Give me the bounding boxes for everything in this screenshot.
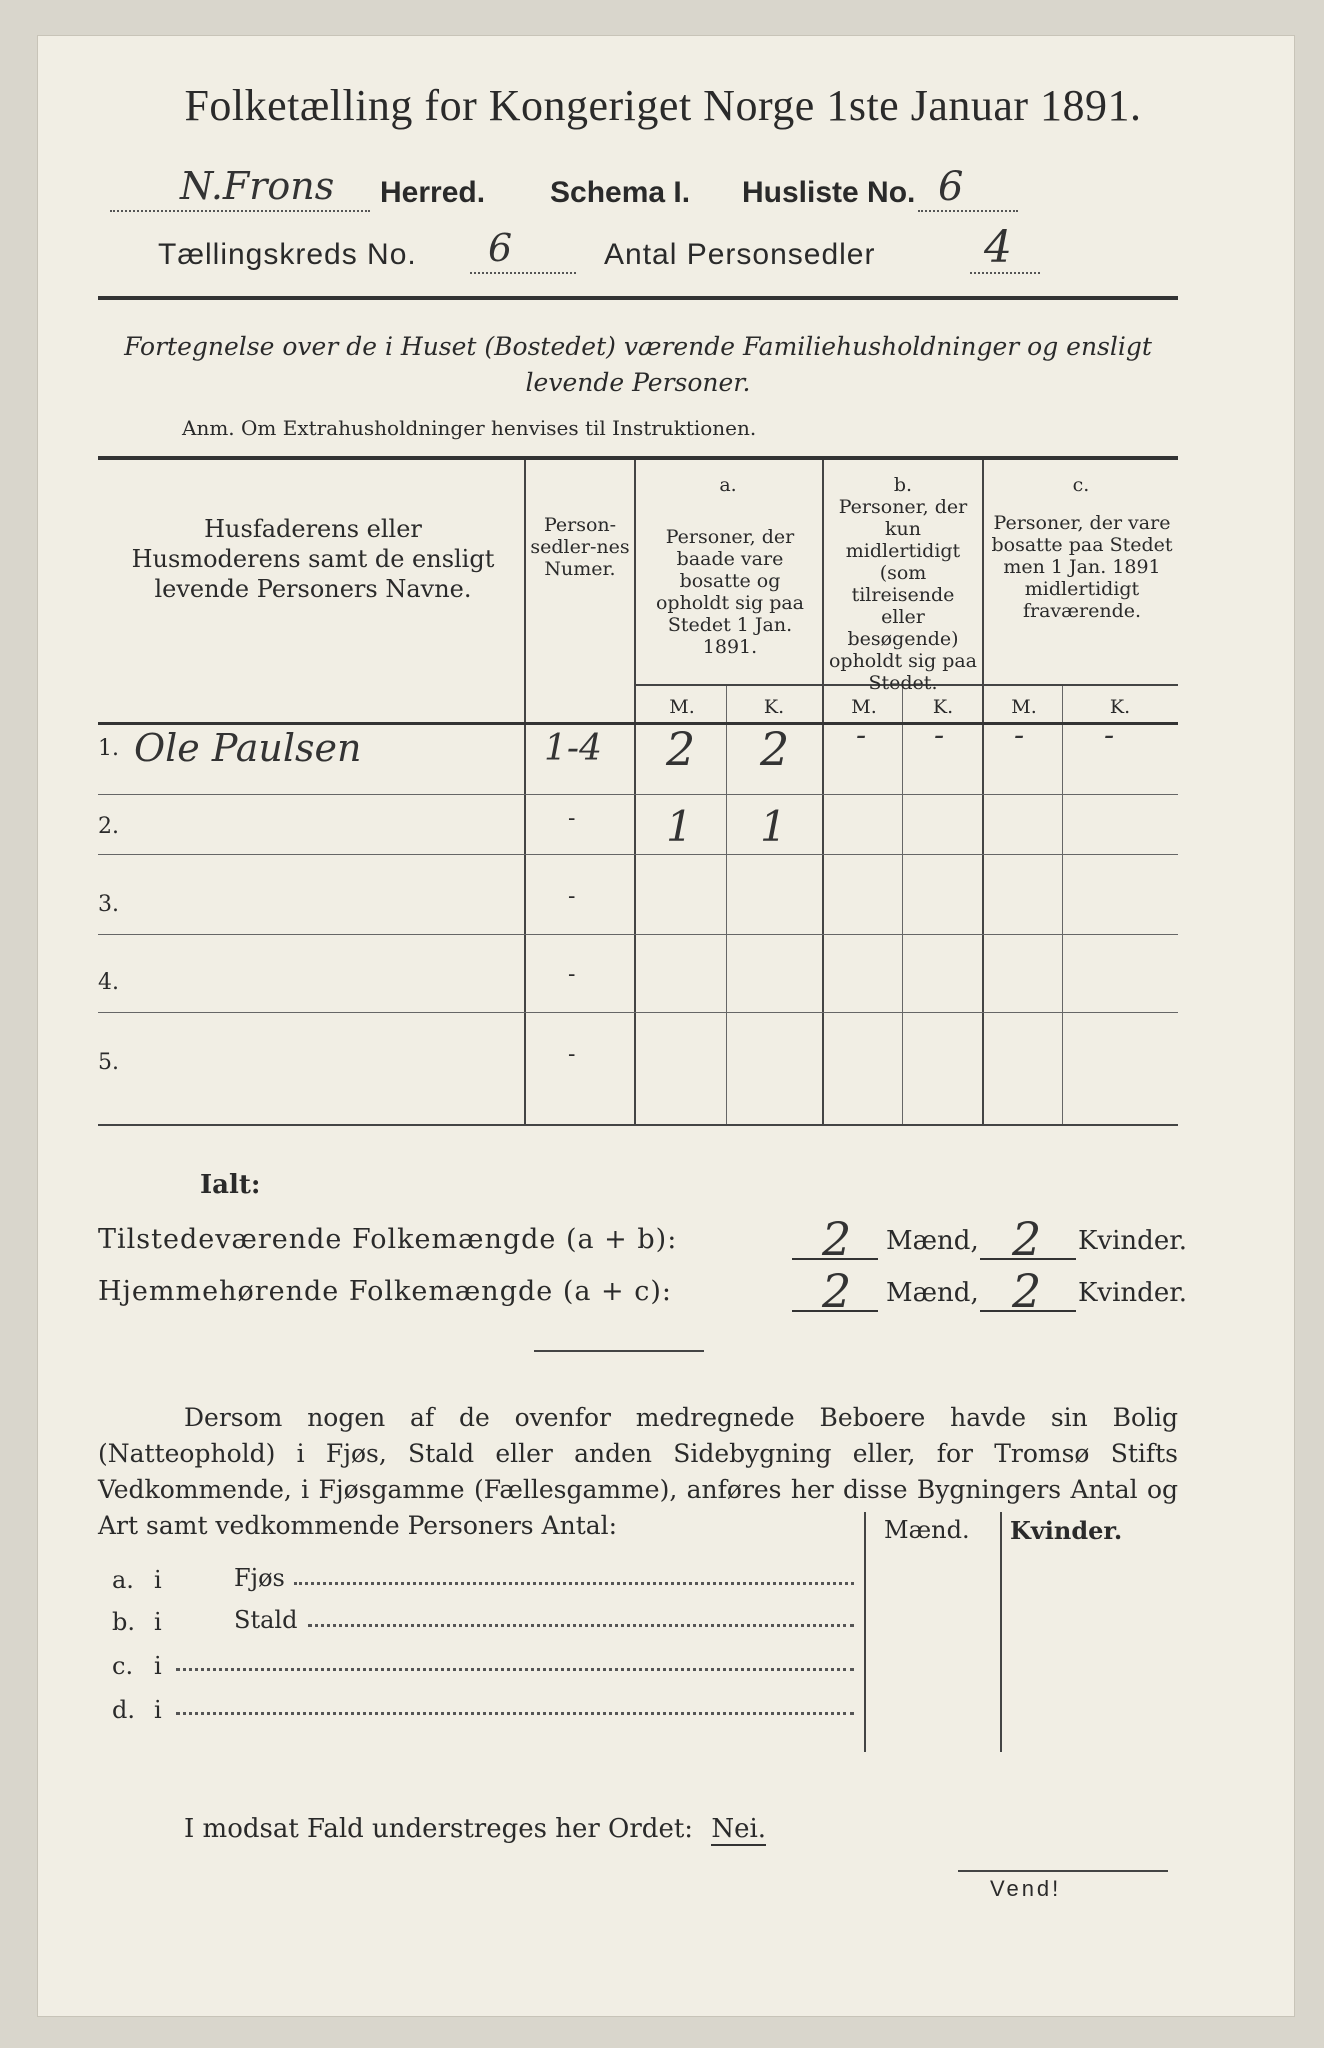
intro-line1: Fortegnelse over de i Huset (Bostedet) værende Familiehusholdninger og ensligt — [124, 332, 1152, 361]
personsedler-numer[interactable]: 1-4 — [544, 728, 602, 769]
line1-maend: Mænd, — [886, 1226, 979, 1256]
kreds-label: Tællingskreds No. — [158, 238, 417, 271]
vend-label: Vend! — [990, 1876, 1062, 1901]
cell-a-k[interactable]: 2 — [760, 722, 790, 776]
table-top-rule — [98, 456, 1178, 460]
herred-line — [110, 164, 1230, 218]
c-m-label: M. — [1011, 696, 1037, 718]
husliste-value: 6 — [938, 164, 964, 210]
line2-kvinder: Kvinder. — [1078, 1278, 1188, 1308]
modsat-prefix: I modsat Fald understreges her Ordet: — [184, 1814, 694, 1844]
intro-line2: levende Personer. — [525, 368, 751, 397]
herred-label: Herred. — [380, 176, 486, 209]
list-letter: a. — [112, 1566, 134, 1594]
row-rule — [98, 1012, 1178, 1013]
col-c-header: Personer, der vare bosatte paa Stedet men 1 Jan. 1891 midlertidigt fraværende. — [991, 512, 1173, 622]
herred-value: N.Frons — [180, 164, 335, 208]
census-form-sheet — [38, 36, 1294, 2016]
row-rule — [98, 794, 1178, 795]
row-number: 2. — [98, 814, 119, 839]
personsedler-value: 4 — [984, 222, 1012, 273]
list-col-maend: Mænd. — [884, 1516, 970, 1544]
col-divider-1 — [524, 460, 526, 1124]
ialt-label: Ialt: — [200, 1170, 261, 1200]
row-rule — [98, 854, 1178, 855]
tilstedevaerende-label: Tilstedeværende Folkemængde (a + b): — [98, 1224, 678, 1255]
row-number: 5. — [98, 1050, 119, 1075]
line1-kvinder: Kvinder. — [1078, 1226, 1188, 1256]
c-k-label: K. — [1109, 696, 1131, 718]
totals-line-2 — [98, 1264, 1188, 1318]
col-name-header: Husfaderens eller Husmoderens samt de ensligt levende Personers Navne. — [131, 515, 495, 603]
list-i: i — [154, 1566, 162, 1594]
list-dotted-leader[interactable] — [294, 1582, 854, 1585]
col-b-header: Personer, der kun midlertidigt (som tilreisende eller besøgende) opholdt sig paa Stedet. — [828, 496, 978, 694]
list-i: i — [154, 1696, 162, 1724]
col-a-header: Personer, der baade vare bosatte og opholdt sig paa Stedet 1 Jan. 1891. — [655, 526, 805, 658]
personsedler-numer[interactable]: - — [568, 962, 576, 987]
list-i: i — [154, 1652, 162, 1680]
col-divider-3 — [822, 460, 824, 1124]
line1-m-value[interactable]: 2 — [822, 1212, 852, 1266]
cell-a-m[interactable]: 2 — [666, 722, 696, 776]
cell-b-k[interactable]: - — [934, 718, 945, 753]
sub-divider-a — [726, 686, 727, 1124]
household-name[interactable]: Ole Paulsen — [134, 726, 362, 770]
form-title: Folketælling for Kongeriget Norge 1ste Januar 1891. — [184, 81, 1142, 130]
list-letter: c. — [112, 1652, 134, 1680]
list-divider-1 — [864, 1512, 866, 1752]
line1-k-value[interactable]: 2 — [1012, 1212, 1042, 1266]
line2-m-value[interactable]: 2 — [822, 1264, 852, 1318]
personsedler-numer[interactable]: - — [568, 884, 576, 909]
list-dotted-leader[interactable] — [176, 1712, 854, 1715]
col-b-letter: b. — [893, 474, 913, 496]
modsat-line — [184, 1814, 766, 1844]
cell-b-m[interactable]: - — [856, 718, 867, 753]
note-paragraph: Dersom nogen af de ovenfor medregnede Beboere havde sin Bolig (Natteophold) i Fjøs, Stald eller anden Sidebygning eller, for Tromsø Stifts Vedkommende, i Fjøsgamme (Fællesgamme), anføres her disse Bygningers Antal og Art samt vedkommende Personers Antal: — [98, 1403, 1178, 1540]
col-divider-4 — [982, 460, 984, 1124]
cell-a-k[interactable]: 1 — [760, 802, 787, 851]
list-dotted-leader[interactable] — [308, 1624, 854, 1627]
personsedler-numer[interactable]: - — [568, 1042, 576, 1067]
personsedler-numer[interactable]: - — [568, 806, 576, 831]
list-i: i — [154, 1608, 162, 1636]
kreds-value: 6 — [488, 226, 513, 270]
header-rule — [98, 296, 1178, 300]
a-k-label: K. — [763, 696, 785, 718]
anm-note: Anm. Om Extrahusholdninger henvises til Instruktionen. — [182, 416, 757, 440]
cell-c-m[interactable]: - — [1014, 718, 1025, 753]
cell-c-k[interactable]: - — [1104, 718, 1115, 753]
husliste-field[interactable] — [918, 168, 1018, 212]
kreds-line — [158, 222, 1238, 282]
b-m-label: M. — [851, 696, 877, 718]
col-c-letter: c. — [1072, 474, 1090, 496]
row-number: 4. — [98, 970, 119, 995]
sub-divider-c — [1062, 686, 1063, 1124]
list-col-kvinder: Kvinder. — [1010, 1516, 1123, 1545]
cell-a-m[interactable]: 1 — [666, 802, 693, 851]
list-text: Fjøs — [234, 1564, 285, 1592]
list-dotted-leader[interactable] — [176, 1668, 854, 1671]
line2-k-value[interactable]: 2 — [1012, 1264, 1042, 1318]
list-letter: d. — [112, 1696, 135, 1724]
vend-rule — [958, 1870, 1168, 1872]
personsedler-label: Antal Personsedler — [604, 238, 876, 271]
kreds-field[interactable] — [470, 234, 576, 274]
modsat-word-nei[interactable]: Nei. — [711, 1814, 767, 1844]
list-divider-2 — [1000, 1512, 1002, 1752]
list-text: Stald — [234, 1606, 298, 1634]
totals-line-1 — [98, 1212, 1188, 1266]
row-number: 1. — [98, 736, 119, 761]
schema-label: Schema I. — [550, 176, 691, 209]
hjemmehorende-label: Hjemmehørende Folkemængde (a + c): — [98, 1276, 672, 1307]
line2-maend: Mænd, — [886, 1278, 979, 1308]
husliste-label: Husliste No. — [742, 176, 916, 209]
col-a-letter: a. — [719, 474, 737, 496]
section-divider — [534, 1350, 704, 1352]
sub-divider-b — [902, 686, 903, 1124]
b-k-label: K. — [932, 696, 954, 718]
a-m-label: M. — [669, 696, 695, 718]
col-num-header: Person-sedler-nes Numer. — [530, 514, 630, 580]
table-bottom-rule — [98, 1124, 1178, 1126]
row-number: 3. — [98, 892, 119, 917]
list-letter: b. — [112, 1608, 135, 1636]
col-divider-2 — [634, 460, 636, 1124]
row-rule — [98, 934, 1178, 935]
